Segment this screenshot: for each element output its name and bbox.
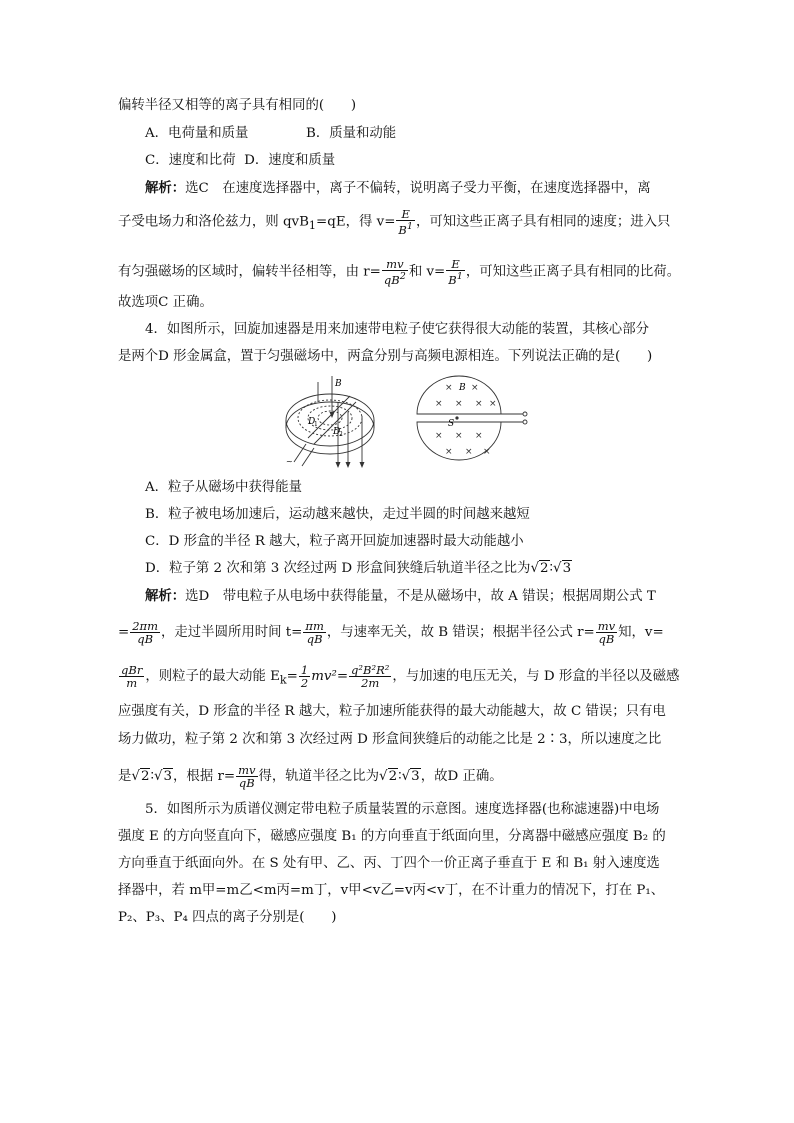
svg-text:×: × [471,383,479,393]
q3-solution-line4: 故选项C 正确。 [118,295,213,310]
fraction-mv-qb: $\frac{mv}{qB}$ [597,619,616,646]
fig-label-d2: D [333,427,341,437]
q4-solution-line5: 场力做功，粒子第 2 次和第 3 次经过两 D 形盒间狭缝后的动能之比是 2∶3，所以速度之比 [118,732,662,747]
q4-option-c: C．D 形盒的半径 R 越大，粒子离开回旋加速器时最大动能越小 [145,534,524,549]
q3-sol-l2a: 子受电场力和洛伦兹力，则 qvB [118,214,309,230]
q5-line4: 择器中，若 m甲=m乙<m丙=m丁，v甲<v乙=v丙<v丁，在不计重力的情况下，打在 P₁、 [118,883,665,898]
q3-solution-text1: 选C 在速度选择器中，离子不偏转，说明离子受力平衡，在速度选择器中，离 [185,181,651,196]
cyclotron-3d-figure [278,372,388,468]
svg-text:×: × [445,383,453,393]
fig-right-label-b: B [459,383,466,393]
q4-solution-text1: 选D 带电粒子从电场中获得能量，不是从磁场中，故 A 错误；根据周期公式 T [185,589,656,604]
fig-right-label-s: S [448,419,455,429]
svg-text:×: × [445,447,453,457]
cyclotron-top-view-figure [405,374,535,466]
q3-sol-l2c: ，可知这些正离子具有相同的速度；进入只 [415,214,671,230]
q3-sol-l3c: ，可知这些正离子具有相同的比荷。 [465,264,681,280]
fraction-e-over-b1: $\frac{E}{B^1}$ [398,207,413,237]
q3-option-d: D．速度和质量 [244,153,336,168]
svg-text:2: 2 [339,431,343,438]
q4-stem-line2: 是两个D 形金属盒，置于匀强磁场中，两盒分别与高频电源相连。下列说法正确的是( ) [118,349,653,364]
svg-text:×: × [465,447,473,457]
q4-solution-line6: 是√2∶√3，根据 r= $\frac{mv}{qB}$ 得，轨道半径之比为√2∶√3，故D 正确。 [118,763,503,790]
svg-text:×: × [475,431,483,441]
q4-solution-label: 解析： [145,588,186,604]
svg-text:1: 1 [314,421,318,428]
q4-solution-line1 [145,586,656,607]
fraction-pim-qb: $\frac{\pi m}{qB}$ [305,619,324,646]
q4-solution-line4: 应强度有关，D 形盒的半径 R 越大，粒子加速所能获得的最大动能越大，故 C 错误；只有电 [118,704,666,719]
fraction-one-half: $\frac{1}{2}$ [300,663,309,690]
svg-text:×: × [483,447,491,457]
svg-text:×: × [489,399,497,409]
svg-text:×: × [455,431,463,441]
fraction-e-over-b1-2: $\frac{E}{B^1}$ [448,257,463,287]
q3-solution-label: 解析： [145,180,186,196]
fig-label-b: B [335,379,342,389]
fraction-mv-over-qb2: $\frac{mv}{qB^2}$ [383,257,406,287]
svg-text:×: × [455,399,463,409]
q3-solution-line2: 子受电场力和洛伦兹力，则 qvB$_1$=qE，得 v= $\frac{E}{B^1}$ ，可知这些正离子具有相同的速度；进入只 [118,207,671,237]
fraction-2pim-qb: $\frac{2\pi m}{qB}$ [132,619,159,646]
q3-sol-l2b: =qE，得 v= [316,214,396,230]
q4-option-a: A．粒子从磁场中获得能量 [145,480,302,495]
q3-solution-line3 [118,258,680,286]
q4-option-d-text: D．粒子第 2 次和第 3 次经过两 D 形盒间狭缝后轨道半径之比为 [145,561,531,576]
q4-solution-line2: = $\frac{2\pi m}{qB}$ ，走过半圆所用时间 t= $\frac{\pi m}{qB}$ ，与速率无关，故 B 错误；根据半径公式 r= $\frac{mv}{qB}$ 知，v= [118,619,664,646]
svg-text:×: × [435,399,443,409]
q5-line1: 5．如图所示为质谱仪测定带电粒子质量装置的示意图。速度选择器(也称滤速器)中电场 [145,802,660,817]
svg-text:×: × [435,431,443,441]
q3-option-c: C．速度和比荷 [145,153,236,168]
q3-sol-l3b: 和 v= [408,264,446,280]
q5-line3: 方向垂直于纸面向外。在 S 处有甲、乙、丙、丁四个一价正离子垂直于 E 和 B₁ 射入速度选 [118,856,660,871]
q3-option-c-d [145,151,335,171]
q5-line2: 强度 E 的方向竖直向下，磁感应强度 B₁ 的方向垂直于纸面向里，分离器中磁感应强度 B₂ 的 [118,829,666,844]
svg-text:~: ~ [286,457,293,466]
fig-label-d1: D [308,417,316,427]
svg-text:×: × [475,399,483,409]
q4-stem-line1: 4．如图所示，回旋加速器是用来加速带电粒子使它获得很大动能的装置，其核心部分 [145,322,649,337]
q3-option-b: B．质量和动能 [306,126,397,141]
q4-option-b: B．粒子被电场加速后，运动越来越快，走过半圆的时间越来越短 [145,507,530,522]
q3-sol-l3a: 有匀强磁场的区域时，偏转半径相等，由 r= [118,264,381,280]
fraction-q2b2r2-2m: $\frac{\text{q²B²R²}}{2m}$ [351,663,390,690]
q3-option-a: A．电荷量和质量 [145,126,249,141]
q4-option-d: D．粒子第 2 次和第 3 次经过两 D 形盒间狭缝后轨道半径之比为√2∶√3 [145,561,572,576]
q3-solution-line1 [145,178,651,199]
q3-intro: 偏转半径又相等的离子具有相同的( ) [118,98,357,113]
fraction-mv-qb-2: $\frac{mv}{qB}$ [238,763,256,790]
fraction-qbr-m: $\frac{\text{qBr}}{m}$ [121,663,143,690]
q5-line5: P₂、P₃、P₄ 四点的离子分别是( ) [118,910,337,925]
q4-solution-line3: $\frac{\text{qBr}}{m}$ ，则粒子的最大动能 $E_k=$ $\frac{1}{2}$ mv²= $\frac{\text{q²B²R²}}{2m}$ ，与加速的电压无关，与 D 形盒的半径以及磁感 [121,663,680,690]
